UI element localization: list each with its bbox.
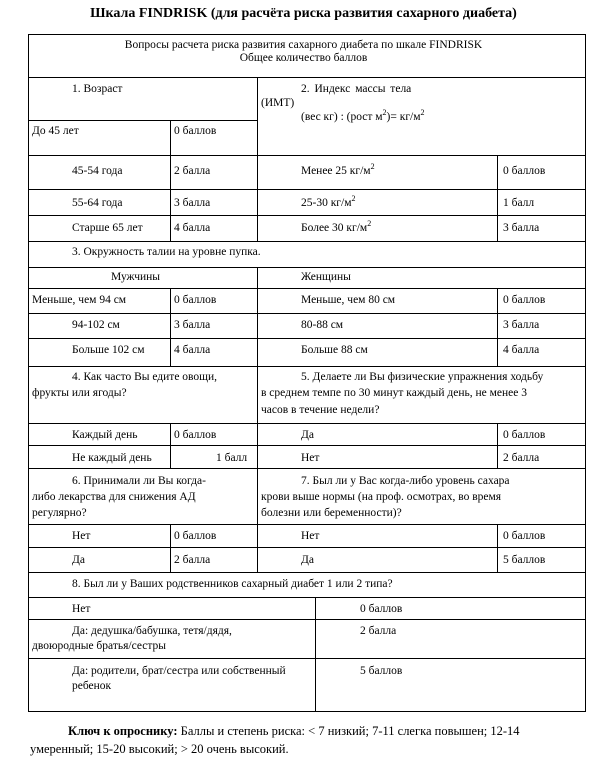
- q5-answer-label: Да: [301, 429, 314, 441]
- q6-title: 6. Принимали ли Вы когда-: [72, 475, 206, 487]
- q4-answer-label: Каждый день: [72, 429, 138, 441]
- q3-men-header: Мужчины: [111, 271, 161, 283]
- q5-title-cont: в среднем темпе по 30 минут каждый день, не менее 3: [261, 387, 527, 399]
- q3-title: 3. Окружность талии на уровне пупка.: [72, 246, 261, 258]
- header-line-2: Общее количество баллов: [239, 52, 368, 64]
- q4-answer-label: Не каждый день: [72, 452, 152, 464]
- q7-answer-score: 5 баллов: [503, 554, 546, 566]
- q2-bmi-label: 25-30 $кг/м^2$: [301, 194, 356, 209]
- q3-women-header: Женщины: [301, 271, 351, 283]
- q5-title: 5. Делаете ли Вы физические упражнения ходьбу: [301, 371, 544, 383]
- answer-key-label: Ключ к опроснику:: [68, 724, 178, 738]
- q2-title-cont: (ИМТ): [261, 97, 295, 109]
- q8-answer-label: Да: родители, брат/сестра или собственный: [72, 665, 286, 677]
- q3-women-label: 80-88 см: [301, 319, 344, 331]
- q8-title: 8. Был ли у Ваших родственников сахарный диабет 1 или 2 типа?: [72, 578, 393, 590]
- q3-women-score: 4 балла: [503, 344, 540, 356]
- q2-bmi-score: 3 балла: [503, 222, 540, 234]
- q7-title: 7. Был ли у Вас когда-либо уровень сахара: [301, 475, 510, 487]
- q5-title-cont2: часов в течение недели?: [261, 404, 380, 416]
- q4-title: 4. Как часто Вы едите овощи,: [72, 371, 218, 383]
- q4-answer-score: 1 балл: [216, 452, 248, 464]
- page-title: Шкала FINDRISK (для расчёта риска развития сахарного диабета): [90, 6, 517, 21]
- q6-answer-score: 2 балла: [174, 554, 211, 566]
- q3-men-score: 3 балла: [174, 319, 211, 331]
- q2-bmi-label: Менее 25 $кг/м^2$: [301, 162, 375, 177]
- q3-men-score: 4 балла: [174, 344, 211, 356]
- answer-key-text: Баллы и степень риска: < 7 низкий; 7-11 слегка повышен; 12-14: [177, 724, 520, 738]
- q6-answer-label: Да: [72, 554, 85, 566]
- q8-answer-score: 2 балла: [360, 625, 397, 637]
- q1-age-score: 4 балла: [174, 222, 211, 234]
- q5-answer-score: 0 баллов: [503, 429, 546, 441]
- answer-key: [30, 722, 590, 758]
- q4-title-cont: фрукты или ягоды?: [32, 387, 127, 399]
- q1-age-label: До 45 лет: [32, 125, 79, 137]
- q1-age-label: Старше 65 лет: [72, 222, 143, 234]
- q8-answer-label-cont: ребенок: [72, 680, 112, 692]
- q2-bmi-score: 0 баллов: [503, 165, 546, 177]
- q6-title-cont: либо лекарства для снижения АД: [32, 491, 196, 503]
- q1-age-score: 0 баллов: [174, 125, 217, 137]
- q3-men-label: Меньше, чем 94 см: [32, 294, 127, 306]
- q8-answer-score: 5 баллов: [360, 665, 403, 677]
- answer-key-text-cont: умеренный; 15-20 высокий; > 20 очень высокий.: [30, 742, 289, 756]
- q1-age-label: 45-54 года: [72, 165, 123, 177]
- q4-answer-score: 0 баллов: [174, 429, 217, 441]
- q3-men-label: Больше 102 см: [72, 344, 145, 356]
- q3-women-label: Больше 88 см: [301, 344, 368, 356]
- q1-age-label: 55-64 года: [72, 197, 123, 209]
- q1-title: 1. Возраст: [72, 83, 123, 95]
- q3-women-label: Меньше, чем 80 см: [301, 294, 396, 306]
- q7-answer-label: Да: [301, 554, 314, 566]
- q5-answer-label: Нет: [301, 452, 320, 464]
- q1-age-score: 3 балла: [174, 197, 211, 209]
- q7-title-cont2: болезни или беременности)?: [261, 507, 402, 519]
- q6-title-cont2: регулярно?: [32, 507, 87, 519]
- q2-title: 2. Индекс массы тела: [301, 83, 412, 95]
- q7-answer-score: 0 баллов: [503, 530, 546, 542]
- q7-title-cont: крови выше нормы (на проф. осмотрах, во время: [261, 491, 502, 503]
- q7-answer-label: Нет: [301, 530, 320, 542]
- q2-bmi-score: 1 балл: [503, 197, 535, 209]
- q6-answer-score: 0 баллов: [174, 530, 217, 542]
- q8-answer-score: 0 баллов: [360, 603, 403, 615]
- q1-age-score: 2 балла: [174, 165, 211, 177]
- q3-women-score: 0 баллов: [503, 294, 546, 306]
- q3-men-label: 94-102 см: [72, 319, 120, 331]
- q2-formula: (вес кг) : (рост $м^2)= кг/м^2$: [301, 108, 425, 123]
- q2-bmi-label: Более 30 $кг/м^2$: [301, 219, 372, 234]
- header-line-1: Вопросы расчета риска развития сахарного диабета по шкале FINDRISK: [124, 39, 483, 51]
- q5-answer-score: 2 балла: [503, 452, 540, 464]
- q3-men-score: 0 баллов: [174, 294, 217, 306]
- q8-answer-label-cont: двоюродные братья/сестры: [32, 640, 166, 652]
- q6-answer-label: Нет: [72, 530, 91, 542]
- q8-answer-label: Нет: [72, 603, 91, 615]
- q3-women-score: 3 балла: [503, 319, 540, 331]
- q8-answer-label: Да: дедушка/бабушка, тетя/дядя,: [72, 625, 232, 637]
